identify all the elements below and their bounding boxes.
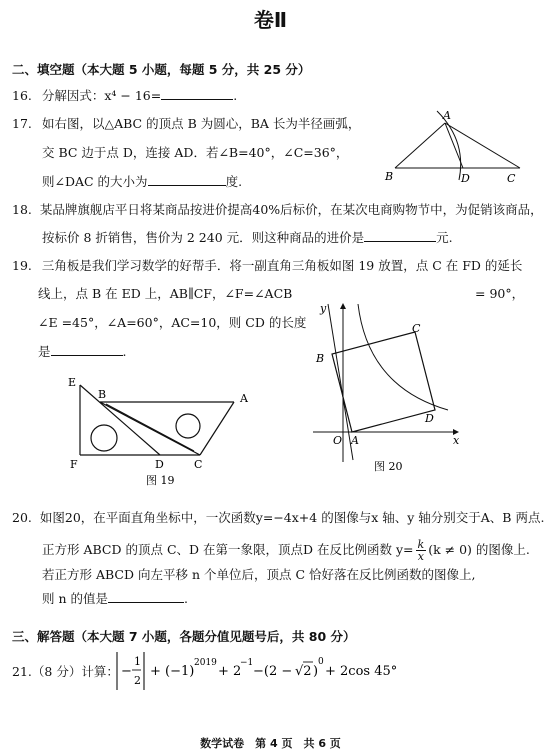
question-16: 16. 分解因式：x⁴ − 16= . <box>12 88 238 103</box>
fig20-label-o: O <box>333 434 343 447</box>
fig20-label-a: A <box>351 434 359 447</box>
page-title: 卷Ⅱ <box>253 8 288 32</box>
q20-line-4: 则 n 的值是 . <box>42 591 188 606</box>
q17-line-1: 如右图，以△ABC 的顶点 B 为圆心，BA 长为半径画弧， <box>42 116 361 131</box>
q21-expression <box>110 648 398 696</box>
fig19-side-ac <box>200 402 234 455</box>
svg-text:0: 0 <box>318 657 324 667</box>
fig17-side-ac <box>445 123 520 168</box>
q16-answer-blank[interactable] <box>161 87 233 100</box>
fig20-label-y: y <box>320 302 327 315</box>
fig17-label-a: A <box>443 109 451 122</box>
question-18: 18. 某品牌旗舰店平日将某商品按进价提高40%后标价，在某次电商购物节中，为促销该商品， <box>12 202 543 217</box>
q20-line-3: 若正方形 ABCD 向左平移 n 个单位后，顶点 C 恰好落在反比例函数的图像上, <box>42 567 476 582</box>
fig20-square-abcd <box>332 332 435 432</box>
svg-text:): ) <box>313 664 319 679</box>
q20-answer-blank[interactable] <box>108 590 184 603</box>
fig19-side-bc <box>100 402 200 455</box>
svg-text:+ 2: + 2 <box>218 664 242 679</box>
section-2-heading: 二、填空题（本大题 5 小题，每题 5 分，共 25 分） <box>12 62 311 77</box>
fig17-side-ab <box>395 123 445 168</box>
question-19: 19. 三角板是我们学习数学的好帮手．将一副直角三角板如图 19 放置，点 C 在 FD 的延长 <box>12 258 523 273</box>
fig20-caption: 图 20 <box>374 460 403 473</box>
q19-answer-blank[interactable] <box>51 343 123 356</box>
figure-20 <box>308 292 468 474</box>
question-20: 20. 如图20，在平面直角坐标中，一次函数y=−4x+4 的图像与x 轴、y 轴分别交于A、B 两点. <box>12 510 544 525</box>
question-17-number: 17. <box>12 116 32 131</box>
q18-line-2: 按标价 8 折销售，售价为 2 240 元．则这种商品的进价是 元. <box>42 230 453 245</box>
svg-text:1: 1 <box>134 655 141 668</box>
q18-answer-blank[interactable] <box>364 229 436 242</box>
fig19-label-f: F <box>70 458 78 471</box>
figure-17 <box>375 106 525 186</box>
fig19-label-a: A <box>240 392 248 405</box>
svg-text:−1: −1 <box>240 658 254 668</box>
fig19-label-c: C <box>194 458 203 471</box>
fig19-label-d: D <box>155 458 164 471</box>
fig17-label-b: B <box>385 170 394 183</box>
fig19-hole-right <box>176 414 200 438</box>
q16-text: 分解因式：x⁴ − 16= <box>41 88 162 103</box>
q17-line-2: 交 BC 边于点 D，连接 AD．若∠B=40°，∠C=36°， <box>42 145 349 160</box>
fig20-label-x: x <box>453 434 460 447</box>
svg-text:+ (−1): + (−1) <box>150 664 195 679</box>
svg-text:2: 2 <box>134 674 141 687</box>
figure-19 <box>62 372 267 490</box>
svg-text:√2: √2 <box>295 664 312 679</box>
fig20-label-c: C <box>412 322 421 335</box>
q16-number: 16. <box>12 88 32 103</box>
fig20-label-d: D <box>425 412 434 425</box>
q20-line-2: 正方形 ABCD 的顶点 C、D 在第一象限，顶点D 在反比例函数 y= $\frac{k}{x}$ (k ≠ 0) 的图像上. <box>42 538 530 563</box>
fig19-hole-left <box>91 425 117 451</box>
fig20-label-b: B <box>316 352 325 365</box>
fig20-hyperbola <box>358 304 448 410</box>
svg-text:−: − <box>121 664 132 679</box>
q19-line-2-right: = 90°， <box>475 286 525 301</box>
svg-text:+ 2cos 45°: + 2cos 45° <box>325 664 398 679</box>
q19-line-4: 是 . <box>38 344 127 359</box>
fig19-side-ed <box>80 385 160 455</box>
svg-text:2019: 2019 <box>194 658 217 668</box>
q17-answer-blank[interactable] <box>148 173 226 186</box>
q19-line-2: 线上，点 B 在 ED 上，AB∥CF，∠F=∠ACB <box>38 286 293 301</box>
q17-line-3: 则∠DAC 的大小为 度. <box>42 174 243 189</box>
fig19-inner-edge <box>106 404 194 451</box>
svg-text:−(2 −: −(2 − <box>253 664 293 679</box>
q20-fraction: $\frac{k}{x}$ <box>417 538 425 563</box>
fig19-label-e: E <box>68 376 77 389</box>
fig17-label-c: C <box>507 172 516 185</box>
fig19-label-b: B <box>98 388 107 401</box>
page-footer: 数学试卷 第 4 页 共 6 页 <box>200 737 341 750</box>
section-3-heading: 三、解答题（本大题 7 小题，各题分值见题号后，共 80 分） <box>12 629 356 644</box>
q19-line-3: ∠E =45°，∠A=60°，AC=10，则 CD 的长度 <box>38 315 307 330</box>
fig17-label-d: D <box>461 172 470 185</box>
fig19-caption: 图 19 <box>146 474 175 487</box>
question-21: 21.（8 分）计算： <box>12 664 119 679</box>
